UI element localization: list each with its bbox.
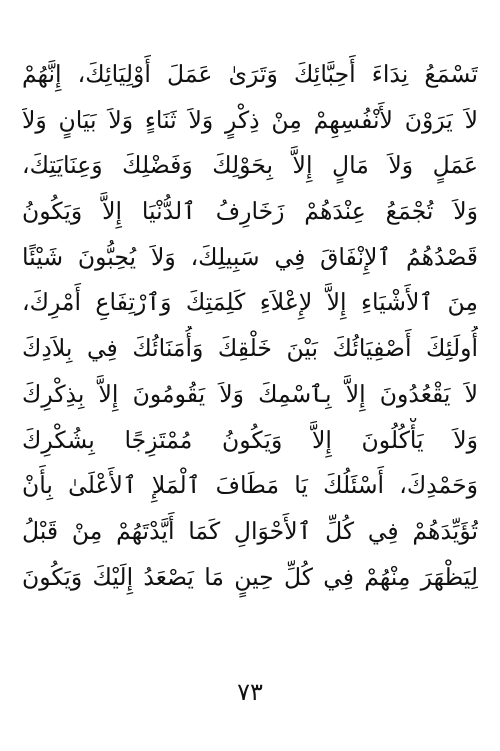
text-line-12: لِيَظْهَرَ مِنْهُمْ فِي كُلِّ حِينٍ مَا يَصْعَدُ إِلَيْكَ وَيَكُونَ <box>22 562 478 591</box>
text-line-9: وَلاَ يَأْكُلُونَ إِلاَّ وَيَكُونُ مُمْتَزِجًا بِشُكْرِكَ <box>22 425 478 454</box>
text-line-2: لاَ يَرَوْنَ لأَنْفُسِهِمْ مِنْ ذِكْرٍ وَلاَ ثَنَاءٍ وَلاَ بَيَانٍ وَلاَ <box>22 105 478 134</box>
page-number: ٧٣ <box>237 678 263 706</box>
text-line-7: أُولَئِكَ أَصْفِيَائُكَ بَيْنَ خَلْقِكَ وَأُمَنَائُكَ فِي بِلاَدِكَ <box>22 334 478 363</box>
text-body <box>22 52 478 600</box>
text-line-1: تَسْمَعُ نِدَاءَ أَحِبَّائِكَ وَتَرَىٰ عَمَلَ أَوْلِيَائِكَ، إِنَّهُمْ <box>22 60 478 88</box>
text-line-11: تُؤَيِّدَهُمْ فِي كُلِّ ٱلأَحْوَالِ كَمَا أَيَّدْتَهُمْ مِنْ قَبْلُ <box>22 516 478 545</box>
text-line-4: وَلاَ تُجْمَعُ عِنْدَهُمْ زَخَارِفُ ٱلدُّنْيَا إِلاَّ وَيَكُونُ <box>22 197 478 226</box>
text-line-10: وَحَمْدِكَ، أَسْئَلُكَ يَا مَطَافَ ٱلْمَلإِ ٱلأَعْلَىٰ بِأَنْ <box>22 471 478 500</box>
text-line-6: مِنَ ٱلأَشْيَاءِ إِلاَّ لإِعْلاَءِ كَلِمَتِكَ وَٱرْتِفَاعِ أَمْرِكَ، <box>22 288 478 317</box>
text-line-3: عَمَلٍ وَلاَ مَالٍ إِلاَّ بِحَوْلِكَ وَفَضْلِكَ وَعِنَايَتِكَ، <box>22 151 478 180</box>
text-line-5: قَصْدُهُمُ ٱلإِنْفَاقَ فِي سَبِيلِكَ، وَلاَ يُحِبُّونَ شَيْئًا <box>22 242 478 271</box>
text-line-8: لاَ يَقْعُدُونَ إِلاَّ بِٱسْمِكَ وَلاَ يَقُومُونَ إِلاَّ بِذِكْرِكَ <box>22 379 478 408</box>
